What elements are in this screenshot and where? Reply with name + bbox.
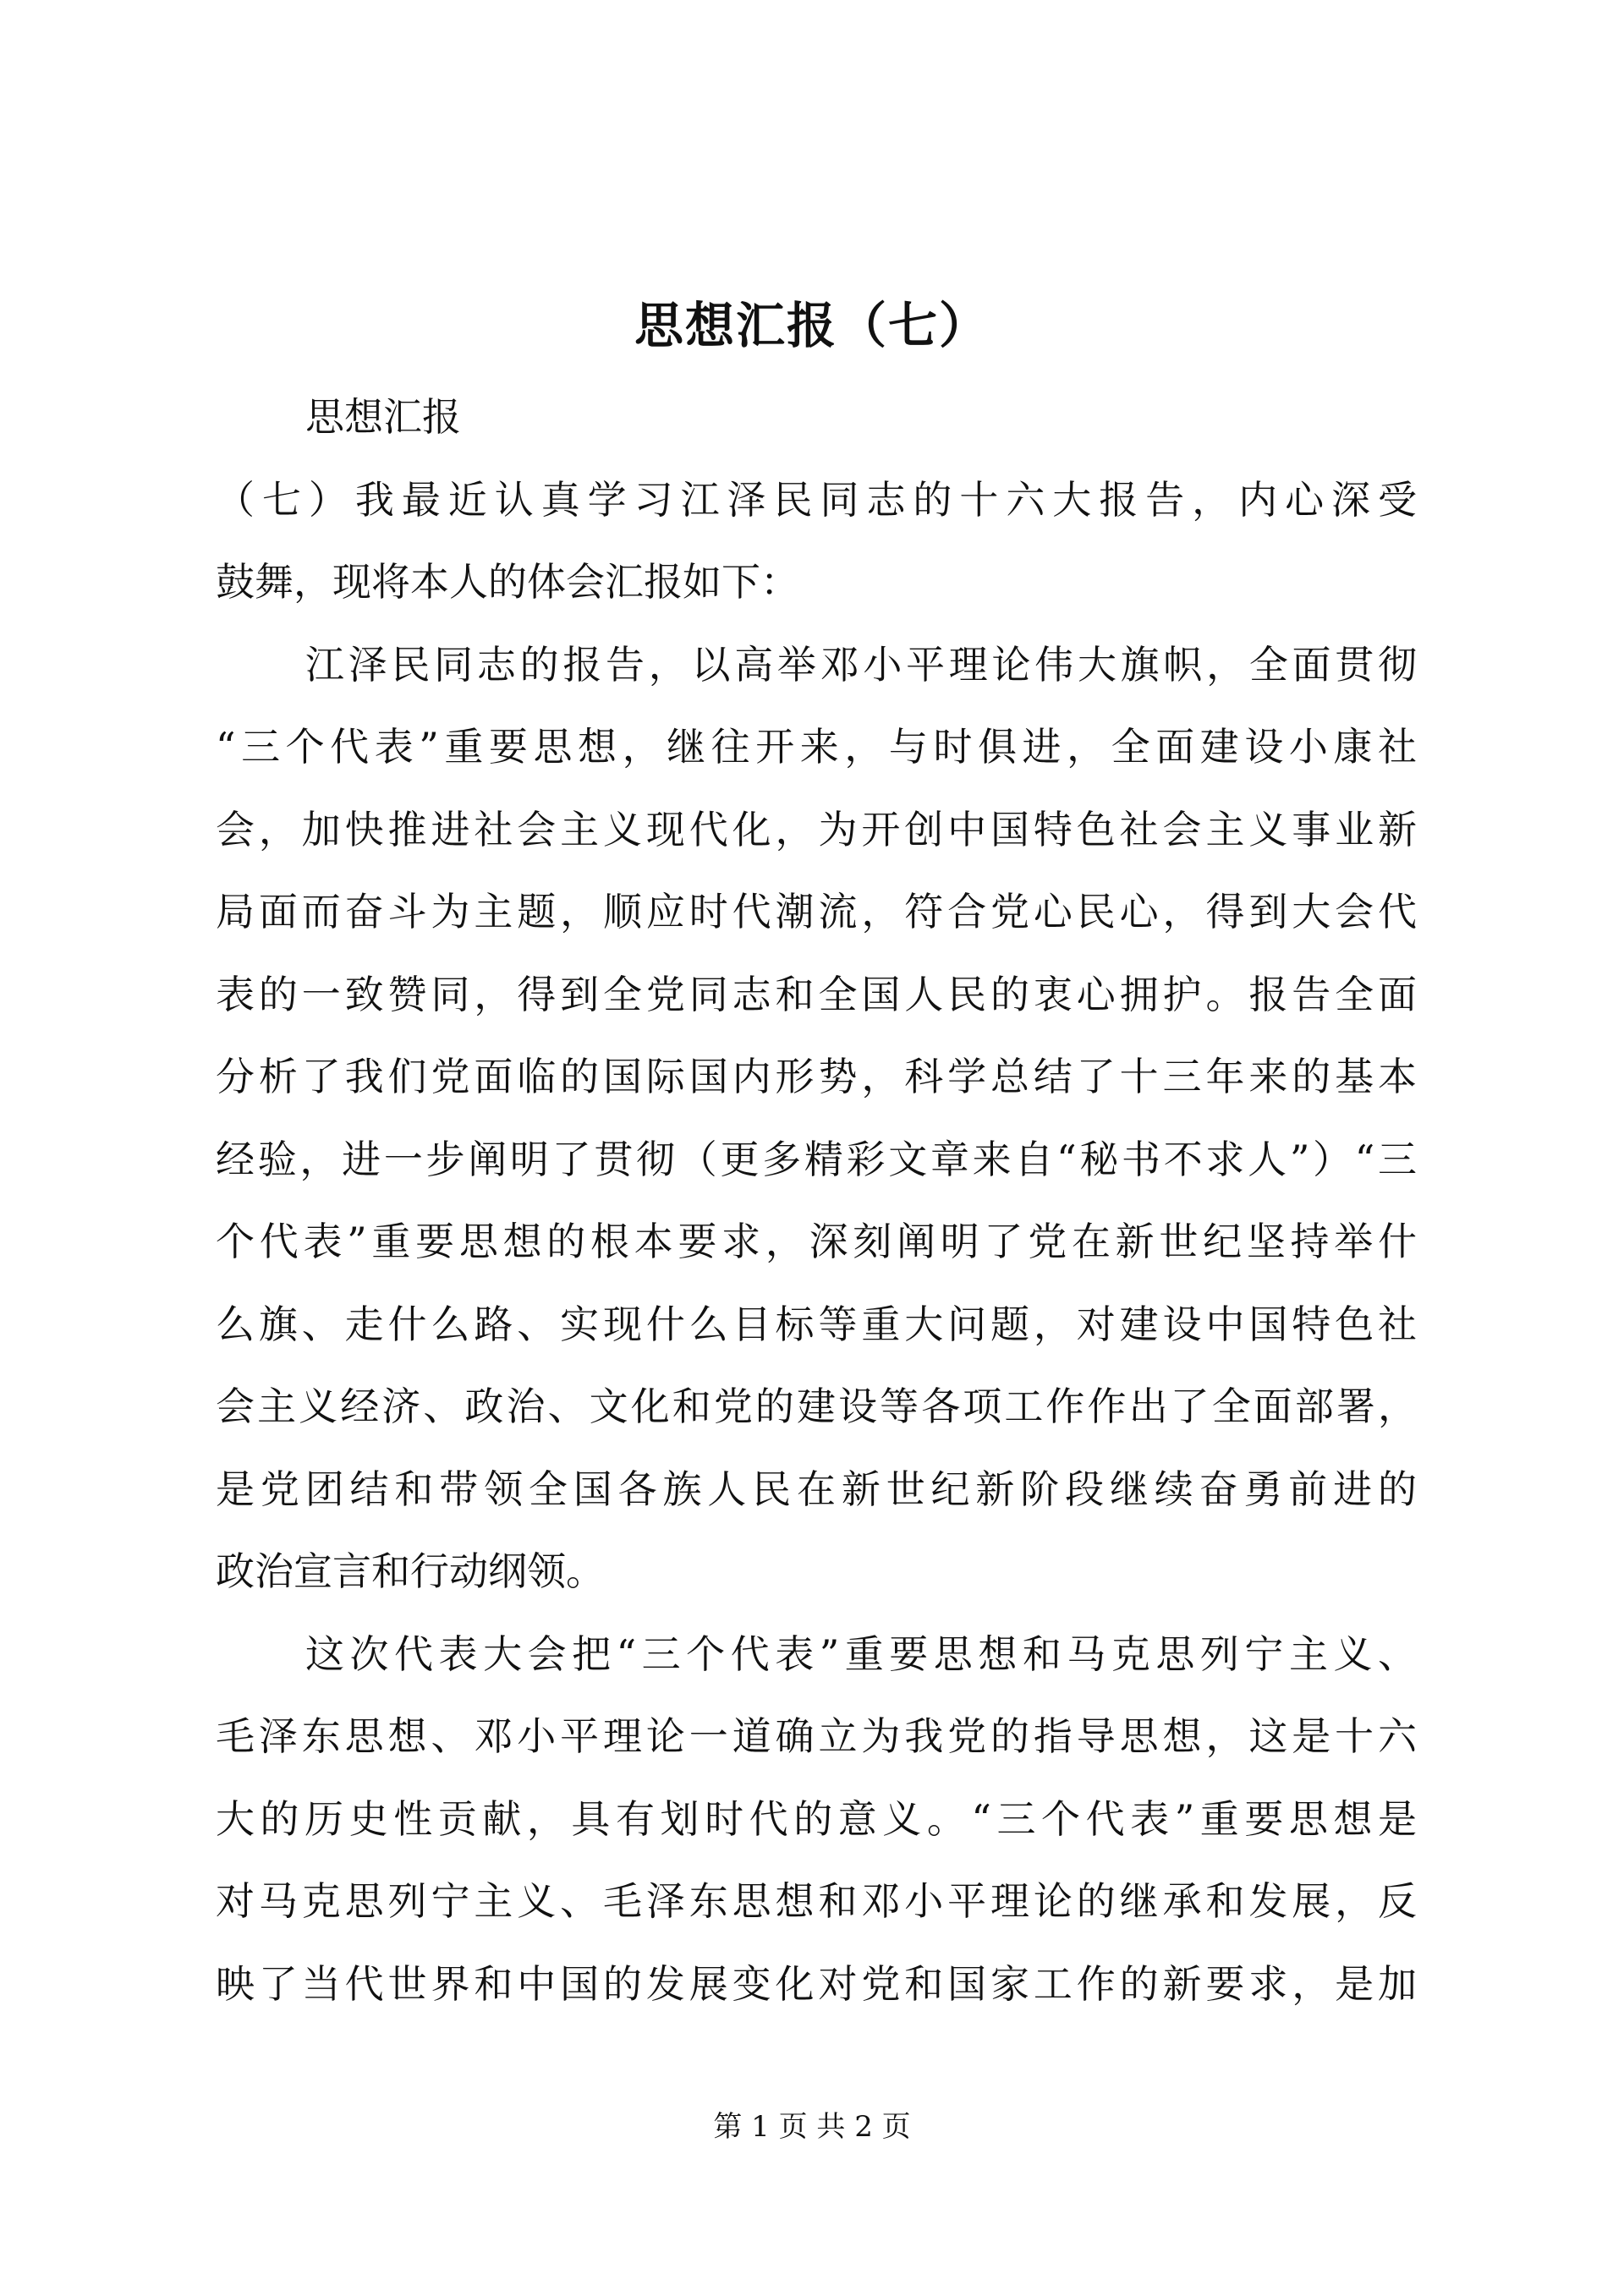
body-line: 分析了我们党面临的国际国内形势，科学总结了十三年来的基本 bbox=[216, 1054, 1417, 1099]
body-line: 政治宣言和行动纲领。 bbox=[216, 1548, 605, 1594]
body-line: 毛泽东思想、邓小平理论一道确立为我党的指导思想，这是十六 bbox=[216, 1713, 1417, 1759]
body-line: 局面而奋斗为主题，顺应时代潮流，符合党心民心，得到大会代 bbox=[216, 889, 1417, 934]
document-title: 思想汇报（七） bbox=[634, 297, 990, 354]
body-line: 江泽民同志的报告，以高举邓小平理论伟大旗帜，全面贯彻 bbox=[305, 641, 1417, 688]
body-line: 会主义经济、政治、文化和党的建设等各项工作作出了全面部署， bbox=[216, 1384, 1417, 1429]
body-line: 对马克思列宁主义、毛泽东思想和邓小平理论的继承和发展，反 bbox=[216, 1878, 1417, 1924]
body-line: “三个代表”重要思想，继往开来，与时俱进，全面建设小康社 bbox=[216, 724, 1417, 770]
body-line: 是党团结和带领全国各族人民在新世纪新阶段继续奋勇前进的 bbox=[216, 1466, 1417, 1512]
body-line: 大的历史性贡献，具有划时代的意义。“三个代表”重要思想是 bbox=[216, 1795, 1417, 1842]
body-line: 个代表”重要思想的根本要求，深刻阐明了党在新世纪坚持举什 bbox=[216, 1219, 1417, 1264]
body-line: 思想汇报 bbox=[305, 394, 461, 440]
body-line: 经验，进一步阐明了贯彻（更多精彩文章来自“秘书不求人”）“三 bbox=[216, 1136, 1417, 1182]
body-line: 会，加快推进社会主义现代化，为开创中国特色社会主义事业新 bbox=[216, 806, 1417, 852]
body-line: 么旗、走什么路、实现什么目标等重大问题，对建设中国特色社 bbox=[216, 1301, 1417, 1347]
document-body bbox=[216, 376, 1417, 2025]
body-line: 鼓舞，现将本人的体会汇报如下： bbox=[216, 559, 799, 605]
page-footer: 第 1 页 共 2 页 bbox=[713, 2110, 911, 2144]
body-line: 这次代表大会把“三个代表”重要思想和马克思列宁主义、 bbox=[305, 1630, 1417, 1677]
body-line: （七）我最近认真学习江泽民同志的十六大报告，内心深受 bbox=[216, 476, 1417, 523]
body-line: 表的一致赞同，得到全党同志和全国人民的衷心拥护。报告全面 bbox=[216, 971, 1417, 1017]
body-line: 映了当代世界和中国的发展变化对党和国家工作的新要求，是加 bbox=[216, 1960, 1417, 2007]
